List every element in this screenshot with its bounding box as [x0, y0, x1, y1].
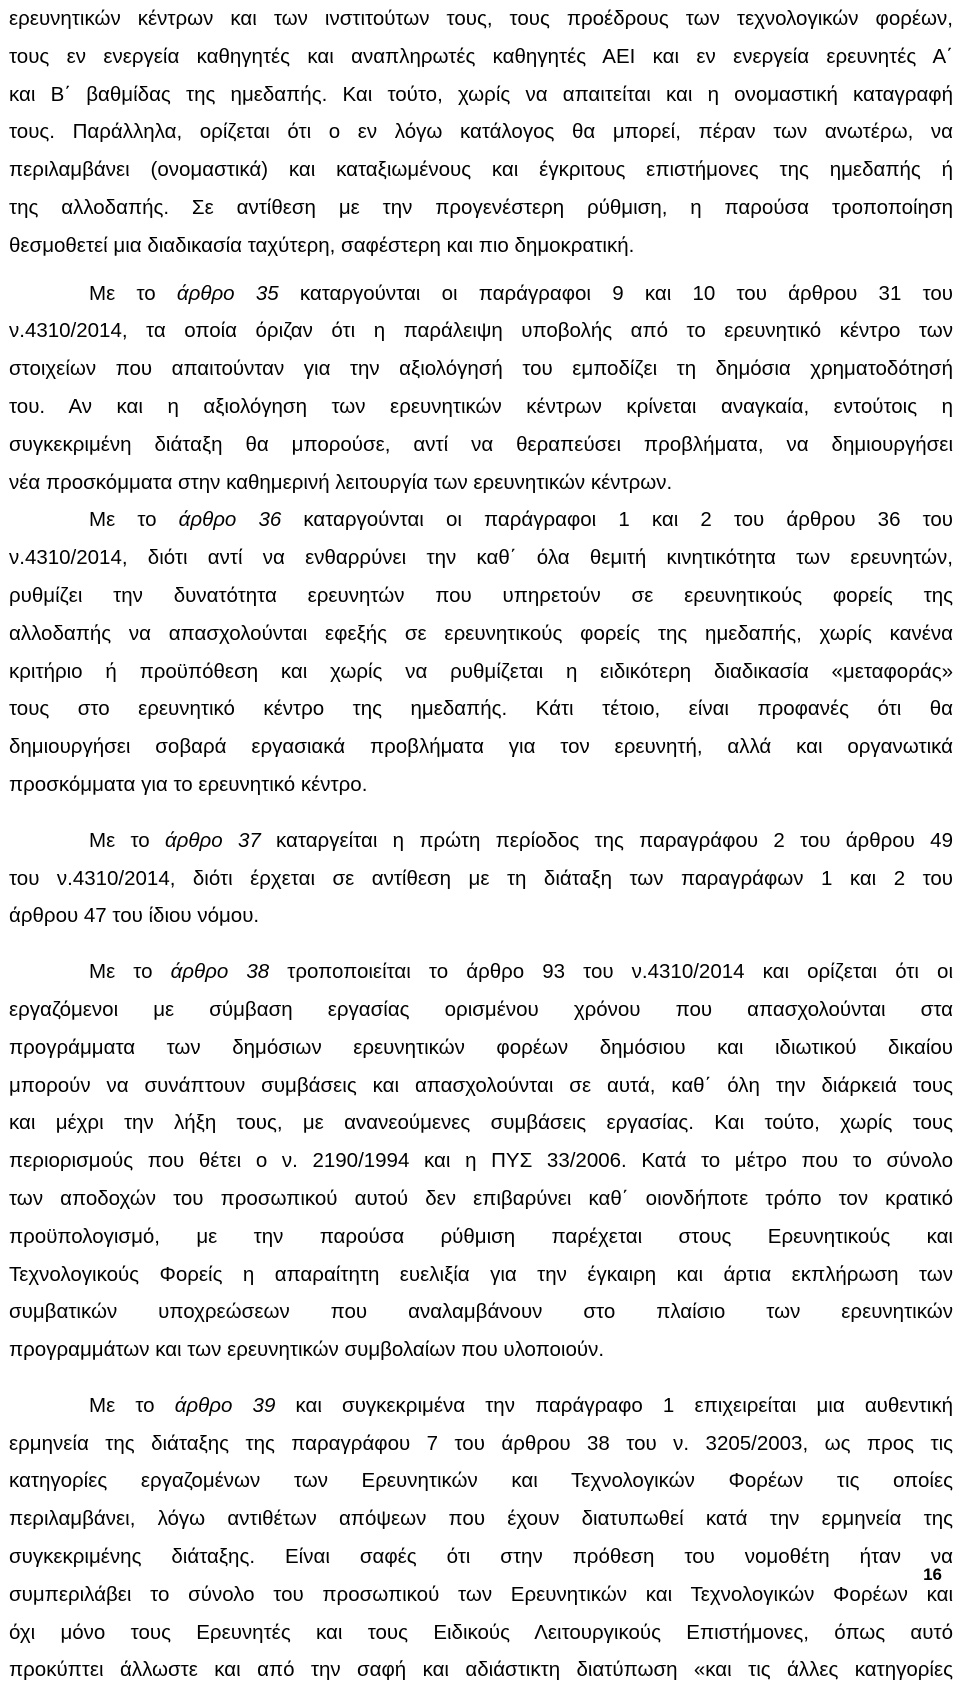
text-line-indented: [9, 1387, 953, 1425]
text-line: τους στο ερευνητικό κέντρο της ημεδαπής. Κάτι τέτοιο, είναι προφανές ότι θα: [9, 697, 953, 721]
text-line: συγκεκριμένη διάταξη θα μπορούσε, αντί να θεραπεύσει προβλήματα, να δημιουργήσει: [9, 432, 953, 456]
text-line: και Β΄ βαθμίδας της ημεδαπής. Και τούτο, χωρίς να απαιτείται και η ονομαστική καταγραφή: [9, 82, 953, 106]
text-line: συγκεκριμένης διάταξης. Είναι σαφές ότι στην πρόθεση του νομοθέτη ήταν να: [9, 1545, 953, 1569]
text-line-content: Με το άρθρο 37 καταργείται η πρώτη περίοδος της παραγράφου 2 του άρθρου 49: [89, 828, 953, 852]
paragraph-article-36: [9, 501, 953, 803]
text-line-content: Με το άρθρο 38 τροποποιείται το άρθρο 93 του ν.4310/2014 και ορίζεται ότι οι: [89, 960, 953, 984]
text-line-indented: [9, 275, 953, 313]
text-line: θεσμοθετεί μια διαδικασία ταχύτερη, σαφέστερη και πιο δημοκρατική.: [9, 233, 635, 257]
paragraph-article-39: [9, 1387, 953, 1689]
text-line-content: Με το άρθρο 36 καταργούνται οι παράγραφοι 1 και 2 του άρθρου 36 του: [89, 508, 953, 532]
text-line: προκύπτει άλλωστε και από την σαφή και αδιάστικτη διατύπωση «και τις άλλες κατηγορίες: [9, 1658, 953, 1682]
text-line: συμπεριλάβει το σύνολο του προσωπικού των Ερευνητικών και Τεχνολογικών Φορέων και: [9, 1582, 953, 1606]
text-line-content: Με το άρθρο 35 καταργούνται οι παράγραφοι 9 και 10 του άρθρου 31 του: [89, 281, 954, 305]
article-reference: άρθρο 35: [176, 281, 279, 305]
text-line: ν.4310/2014, διότι αντί να ενθαρρύνει την καθ΄ όλα θεμιτή κινητικότητα των ερευνητών,: [9, 546, 953, 570]
article-reference: άρθρο 39: [174, 1393, 276, 1417]
text-line: του. Αν και η αξιολόγηση των ερευνητικών κέντρων κρίνεται αναγκαία, εντούτοις η: [9, 394, 953, 418]
text-line-indented: [9, 501, 953, 539]
text-line: ερευνητικών κέντρων και των ινστιτούτων τους, τους προέδρους των τεχνολογικών φορέων,: [9, 7, 953, 30]
paragraph-article-37: [9, 822, 953, 935]
text-line: και μέχρι την λήξη τους, με ανανεούμενες συμβάσεις εργασίας. Και τούτο, χωρίς τους: [9, 1111, 953, 1135]
text-line: άρθρου 47 του ίδιου νόμου.: [9, 904, 260, 928]
text-line: στοιχείων που απαιτούνταν για την αξιολόγησή του εμποδίζει τη δημόσια χρηματοδότησή: [9, 357, 953, 381]
text-line: αλλοδαπής να απασχολούνται εφεξής σε ερευνητικούς φορείς της ημεδαπής, χωρίς κανένα: [9, 621, 953, 645]
text-line: τους εν ενεργεία καθηγητές και αναπληρωτές καθηγητές ΑΕΙ και εν ενεργεία ερευνητές Α΄: [9, 44, 953, 68]
text-line: όχι μόνο τους Ερευνητές και τους Ειδικούς Λειτουργικούς Επιστήμονες, όπως αυτό: [9, 1620, 953, 1644]
text-line-indented: [9, 822, 953, 860]
body-text: [9, 0, 953, 1689]
paragraph-1: [9, 0, 953, 265]
text-line: της αλλοδαπής. Σε αντίθεση με την προγενέστερη ρύθμιση, η παρούσα τροποποίηση: [9, 195, 953, 219]
text-line: ν.4310/2014, τα οποία όριζαν ότι η παράλειψη υποβολής από το ερευνητικό κέντρο των: [9, 319, 953, 343]
text-line: ερμηνεία της διάταξης της παραγράφου 7 του άρθρου 38 του ν. 3205/2003, ως προς τις: [9, 1431, 953, 1455]
text-line: εργαζόμενοι με σύμβαση εργασίας ορισμένου χρόνου που απασχολούνται στα: [9, 997, 953, 1021]
text-line: μπορούν να συνάπτουν συμβάσεις και απασχολούνται σε αυτά, καθ΄ όλη την διάρκειά τους: [9, 1073, 953, 1097]
text-line-content: Με το άρθρο 39 και συγκεκριμένα την παράγραφο 1 επιχειρείται μια αυθεντική: [89, 1393, 953, 1417]
text-line: προγράμματα των δημόσιων ερευνητικών φορέων δημόσιου και ιδιωτικού δικαίου: [9, 1035, 953, 1059]
text-line: προγραμμάτων και των ερευνητικών συμβολαίων που υλοποιούν.: [9, 1338, 605, 1362]
text-line: περιορισμούς που θέτει ο ν. 2190/1994 και η ΠΥΣ 33/2006. Κατά το μέτρο που το σύνολο: [9, 1149, 953, 1173]
paragraph-article-35: [9, 275, 953, 502]
text-line: συμβατικών υποχρεώσεων που αναλαμβάνουν στο πλαίσιο των ερευνητικών: [9, 1300, 953, 1324]
article-reference: άρθρο 38: [170, 960, 270, 984]
text-line: περιλαμβάνει, λόγω αντιθέτων απόψεων που έχουν διατυπωθεί κατά την ερμηνεία της: [9, 1507, 953, 1531]
text-line: ρυθμίζει την δυνατότητα ερευνητών που υπηρετούν σε ερευνητικούς φορείς της: [9, 583, 953, 607]
text-line: κριτήριο ή προϋπόθεση και χωρίς να ρυθμίζεται η ειδικότερη διαδικασία «μεταφοράς»: [9, 659, 953, 683]
text-line: κατηγορίες εργαζομένων των Ερευνητικών και Τεχνολογικών Φορέων τις οποίες: [9, 1469, 953, 1493]
page-number: 16: [923, 1565, 942, 1584]
text-line: προσκόμματα για το ερευνητικό κέντρο.: [9, 772, 368, 796]
text-line: των αποδοχών του προσωπικού αυτού δεν επιβαρύνει καθ΄ οιονδήποτε τρόπο τον κρατικό: [9, 1186, 953, 1210]
article-reference: άρθρο 36: [178, 508, 282, 532]
text-line-indented: [9, 953, 953, 991]
text-line: τους. Παράλληλα, ορίζεται ότι ο εν λόγω κατάλογος θα μπορεί, πέραν των ανωτέρω, να: [9, 120, 953, 144]
text-line: Τεχνολογικούς Φορείς η απαραίτητη ευελιξία για την έγκαιρη και άρτια εκπλήρωση των: [9, 1262, 953, 1286]
paragraph-article-38: [9, 953, 953, 1369]
text-line: δημιουργήσει σοβαρά εργασιακά προβλήματα για τον ερευνητή, αλλά και οργανωτικά: [9, 735, 953, 759]
text-line: του ν.4310/2014, διότι έρχεται σε αντίθεση με τη διάταξη των παραγράφων 1 και 2 του: [9, 866, 953, 890]
text-line: προϋπολογισμό, με την παρούσα ρύθμιση παρέχεται στους Ερευνητικούς και: [9, 1224, 953, 1248]
text-line: περιλαμβάνει (ονομαστικά) και καταξιωμένους και έγκριτους επιστήμονες της ημεδαπής ή: [9, 158, 953, 182]
text-line: νέα προσκόμματα στην καθημερινή λειτουργία των ερευνητικών κέντρων.: [9, 470, 673, 494]
article-reference: άρθρο 37: [164, 828, 261, 852]
